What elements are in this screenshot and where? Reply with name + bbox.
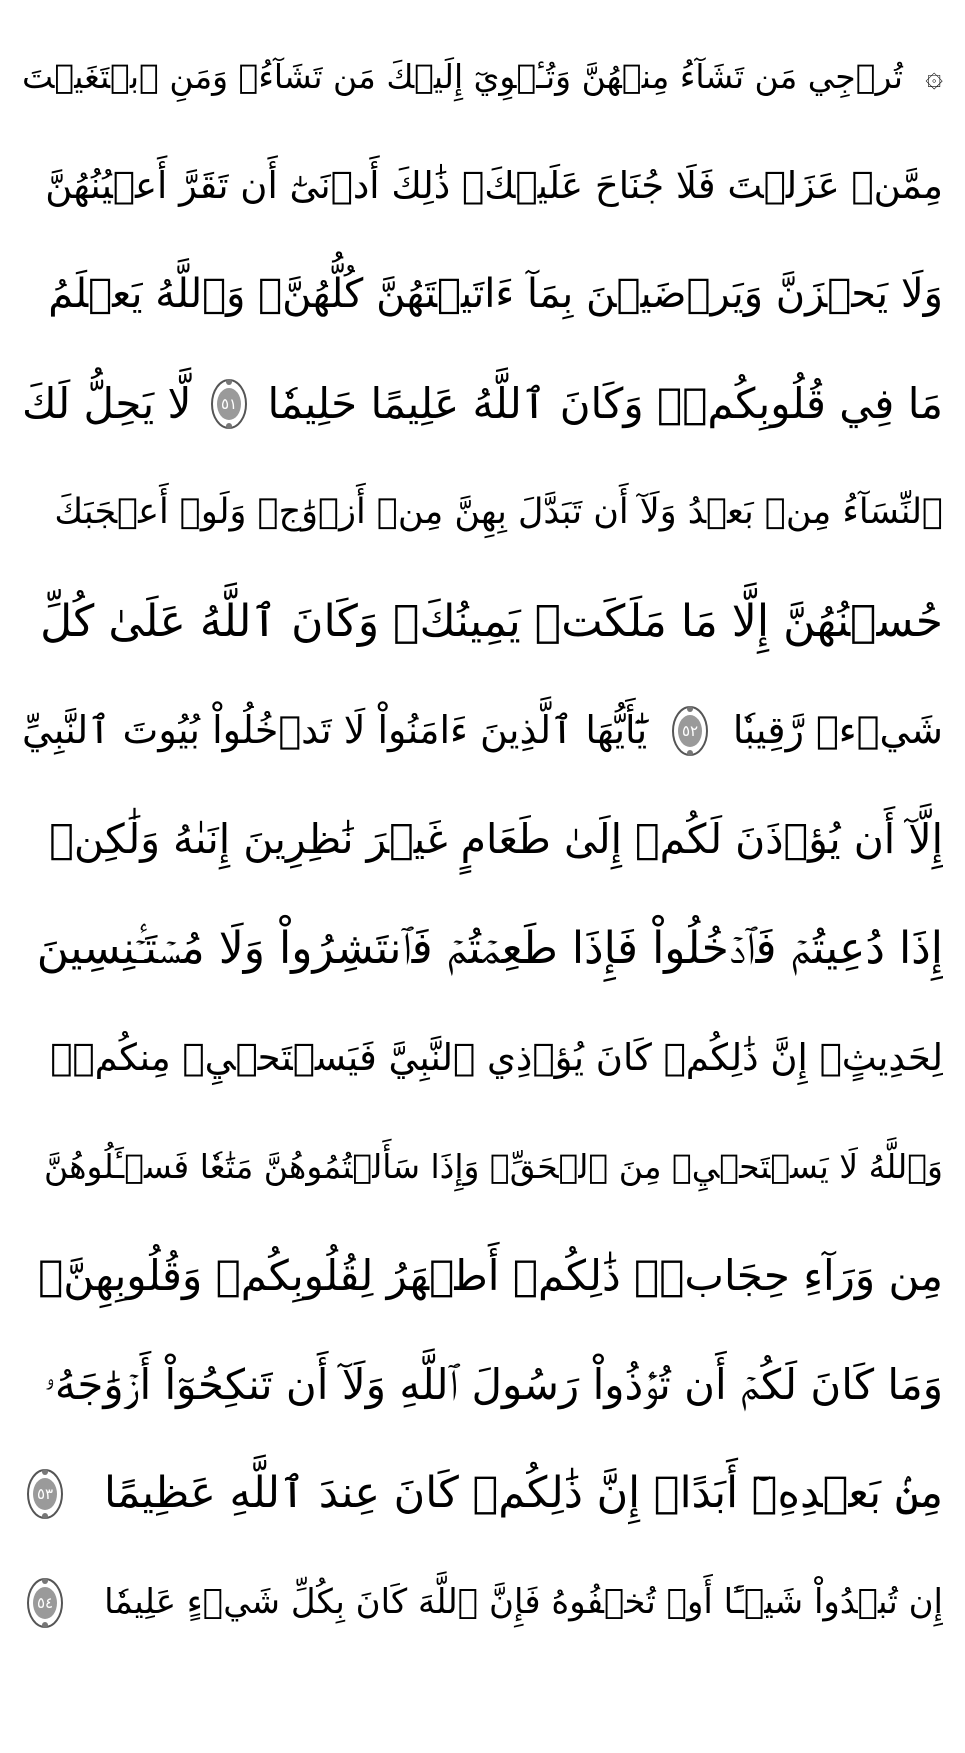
verse-text: وَمَا كَانَ لَكُمۡ أَن تُؤۡذُواْ رَسُولَ ٱللَّهِ وَلَآ أَن تَنكِحُوٓاْ أَزۡوَٰجَهُۥ <box>44 1360 943 1409</box>
text-line <box>22 676 943 785</box>
text-line <box>22 240 943 349</box>
text-line <box>22 349 943 458</box>
ayah-number-marker-icon <box>667 703 713 759</box>
text-line <box>22 1330 943 1439</box>
verse-text: مِمَّنۡ عَزَلۡتَ فَلَا جُنَاحَ عَلَيۡكَۚ ذَٰلِكَ أَدۡنَىٰٓ أَن تَقَرَّ أَعۡيُنُهُنَّ <box>45 164 943 207</box>
ayah-number-marker-icon <box>206 376 252 432</box>
text-line <box>22 1548 943 1657</box>
text-line <box>22 1003 943 1112</box>
ayah-number-marker-icon <box>22 1575 68 1631</box>
text-line <box>22 1439 943 1548</box>
verse-text: وَٱللَّهُ لَا يَسۡتَحۡيِۦ مِنَ ٱلۡحَقِّۚ وَإِذَا سَأَلۡتُمُوهُنَّ مَتَٰعٗا فَسۡـَٔلُوهُنَّ <box>44 1147 943 1186</box>
verse-text: ٱلنِّسَآءُ مِنۢ بَعۡدُ وَلَآ أَن تَبَدَّلَ بِهِنَّ مِنۡ أَزۡوَٰجٖ وَلَوۡ أَعۡجَبَكَ <box>54 492 943 532</box>
text-line <box>22 22 943 131</box>
verse-text: شَيۡءٖ رَّقِيبٗا <box>732 708 943 752</box>
text-line <box>22 131 943 240</box>
ayah-number-marker-icon <box>22 1466 68 1522</box>
verse-text: مِنۢ بَعۡدِهِۦٓ أَبَدًاۚ إِنَّ ذَٰلِكُمۡ كَانَ عِندَ ٱللَّهِ عَظِيمًا <box>104 1468 943 1518</box>
ayah-number: ٥١ <box>221 394 238 413</box>
verse-text: مِن وَرَآءِ حِجَابٖۚ ذَٰلِكُمۡ أَطۡهَرُ لِقُلُوبِكُمۡ وَقُلُوبِهِنَّۚ <box>38 1251 943 1300</box>
text-line <box>22 1112 943 1221</box>
verse-text: حُسۡنُهُنَّ إِلَّا مَا مَلَكَتۡ يَمِينُكَۗ وَكَانَ ٱللَّهُ عَلَىٰ كُلِّ <box>40 596 943 647</box>
verse-text: إِذَا دُعِيتُمۡ فَٱدۡخُلُواْ فَإِذَا طَعِمۡتُمۡ فَٱنتَشِرُواْ وَلَا مُسۡتَـٔۡنِسِينَ <box>36 923 943 974</box>
verse-text: تُرۡجِي مَن تَشَآءُ مِنۡهُنَّ وَتُـٔۡوِيٓ إِلَيۡكَ مَن تَشَآءُۖ وَمَنِ ٱبۡتَغَيۡتَ <box>22 57 903 96</box>
ayah-number: ٥٢ <box>681 721 699 740</box>
text-line <box>22 1221 943 1330</box>
verse-text: لِحَدِيثٍۚ إِنَّ ذَٰلِكُمۡ كَانَ يُؤۡذِي ٱلنَّبِيَّ فَيَسۡتَحۡيِۦ مِنكُمۡۖ <box>50 1036 943 1079</box>
verse-text: يَٰٓأَيُّهَا ٱلَّذِينَ ءَامَنُواْ لَا تَدۡخُلُواْ بُيُوتَ ٱلنَّبِيِّ <box>22 708 648 752</box>
verse-text: إِلَّآ أَن يُؤۡذَنَ لَكُمۡ إِلَىٰ طَعَامٍ غَيۡرَ نَٰظِرِينَ إِنَىٰهُ وَلَٰكِنۡ <box>49 815 943 863</box>
ayah-number: ٥٣ <box>36 1484 54 1503</box>
text-line <box>22 458 943 567</box>
text-line <box>22 567 943 676</box>
verse-text: مَا فِي قُلُوبِكُمۡۚ وَكَانَ ٱللَّهُ عَلِيمًا حَلِيمٗا <box>267 379 943 428</box>
hizb-marker-icon: ۞ <box>925 59 943 94</box>
ayah-number: ٥٤ <box>36 1593 54 1612</box>
verse-text: لَّا يَحِلُّ لَكَ <box>22 379 192 428</box>
text-line <box>22 785 943 894</box>
verse-text: وَلَا يَحۡزَنَّ وَيَرۡضَيۡنَ بِمَآ ءَاتَيۡتَهُنَّ كُلُّهُنَّۚ وَٱللَّهُ يَعۡلَمُ <box>48 271 943 317</box>
text-line <box>22 894 943 1003</box>
verse-text: إِن تُبۡدُواْ شَيۡـًٔا أَوۡ تُخۡفُوهُ فَإِنَّ ٱللَّهَ كَانَ بِكُلِّ شَيۡءٍ عَلِيمٗا <box>104 1582 943 1622</box>
